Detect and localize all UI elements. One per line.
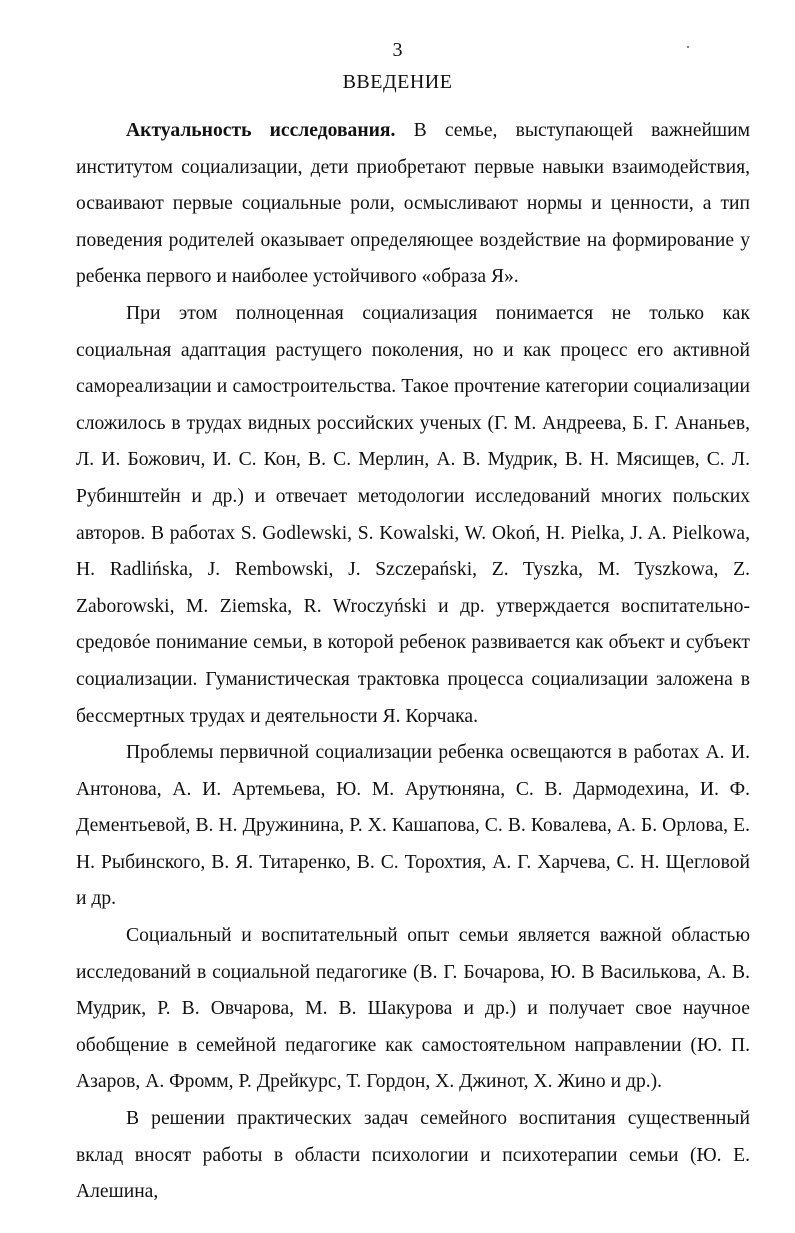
paragraph-practical-tasks: В решении практических задач семейного воспитания существенный вклад вносят работы в области психологии и психотерапии семьи (Ю. Е. Алешина, <box>76 1108 750 1203</box>
paragraph-socialization: При этом полноценная социализация понимается не только как социальная адаптация растущего поколения, но и как процесс его активной самореализации и самостроительства. Такое прочтение категории социализации сложилось в трудах видных российских ученых (Г. М. Андреева, Б. Г. Ананьев, Л. И. Божович, И. С. Кон, В. С. Мерлин, А. В. Мудрик, В. Н. Мясищев, С. Л. Рубинштейн и др.) и отвечает методологии исследований многих польских авторов. В работах S. Godlewski, S. Kowalski, W. Okoń, H. Pielka, J. A. Pielkowa, H. Radlińska, J. Rembowski, J. Szczepański, Z. Tyszka, M. Tyszkowa, Z. Zaborowski, M. Ziemska, R. Wroczyński и др. утверждается воспитательно-средовóе понимание семьи, в которой ребенок развивается как объект и субъект социализации. Гуманистическая трактовка процесса социализации заложена в бессмертных трудах и деятельности Я. Корчака. <box>76 302 750 727</box>
paragraph-relevance <box>76 113 750 296</box>
paragraph-lead: Актуальность исследования. <box>126 120 396 141</box>
paragraph-family-experience: Социальный и воспитательный опыт семьи является важной областью исследований в социальной педагогике (В. Г. Бочарова, Ю. В Василькова, А. В. Мудрик, Р. В. Овчарова, М. В. Шакурова и др.) и получает свое научное обобщение в семейной педагогике как самостоятельном направлении (Ю. П. Азаров, А. Фромм, Р. Дрейкурс, Т. Гордон, Х. Джинот, Х. Жино и др.). <box>76 925 750 1093</box>
page-number: 3 <box>392 39 403 61</box>
scan-dot <box>687 46 689 48</box>
paragraph-text: В семье, выступающей важнейшим институтом социализации, дети приобретают первые навыки взаимодействия, осваивают первые социальные роли, осмысливают нормы и ценности, а тип поведения родителей оказывает определяющее воздействие на формирование у ребенка первого и наиболее устойчивого «образа Я». <box>76 120 750 288</box>
paragraph-primary-socialization: Проблемы первичной социализации ребенка освещаются в работах А. И. Антонова, А. И. Артемьева, Ю. М. Арутюняна, С. В. Дармодехина, И. Ф. Дементьевой, В. Н. Дружинина, Р. Х. Кашапова, С. В. Ковалева, А. Б. Орлова, Е. Н. Рыбинского, В. Я. Титаренко, В. С. Торохтия, А. Г. Харчева, С. Н. Щегловой и др. <box>76 742 750 910</box>
page-title: ВВЕДЕНИЕ <box>342 71 453 93</box>
document-body <box>76 113 750 1211</box>
